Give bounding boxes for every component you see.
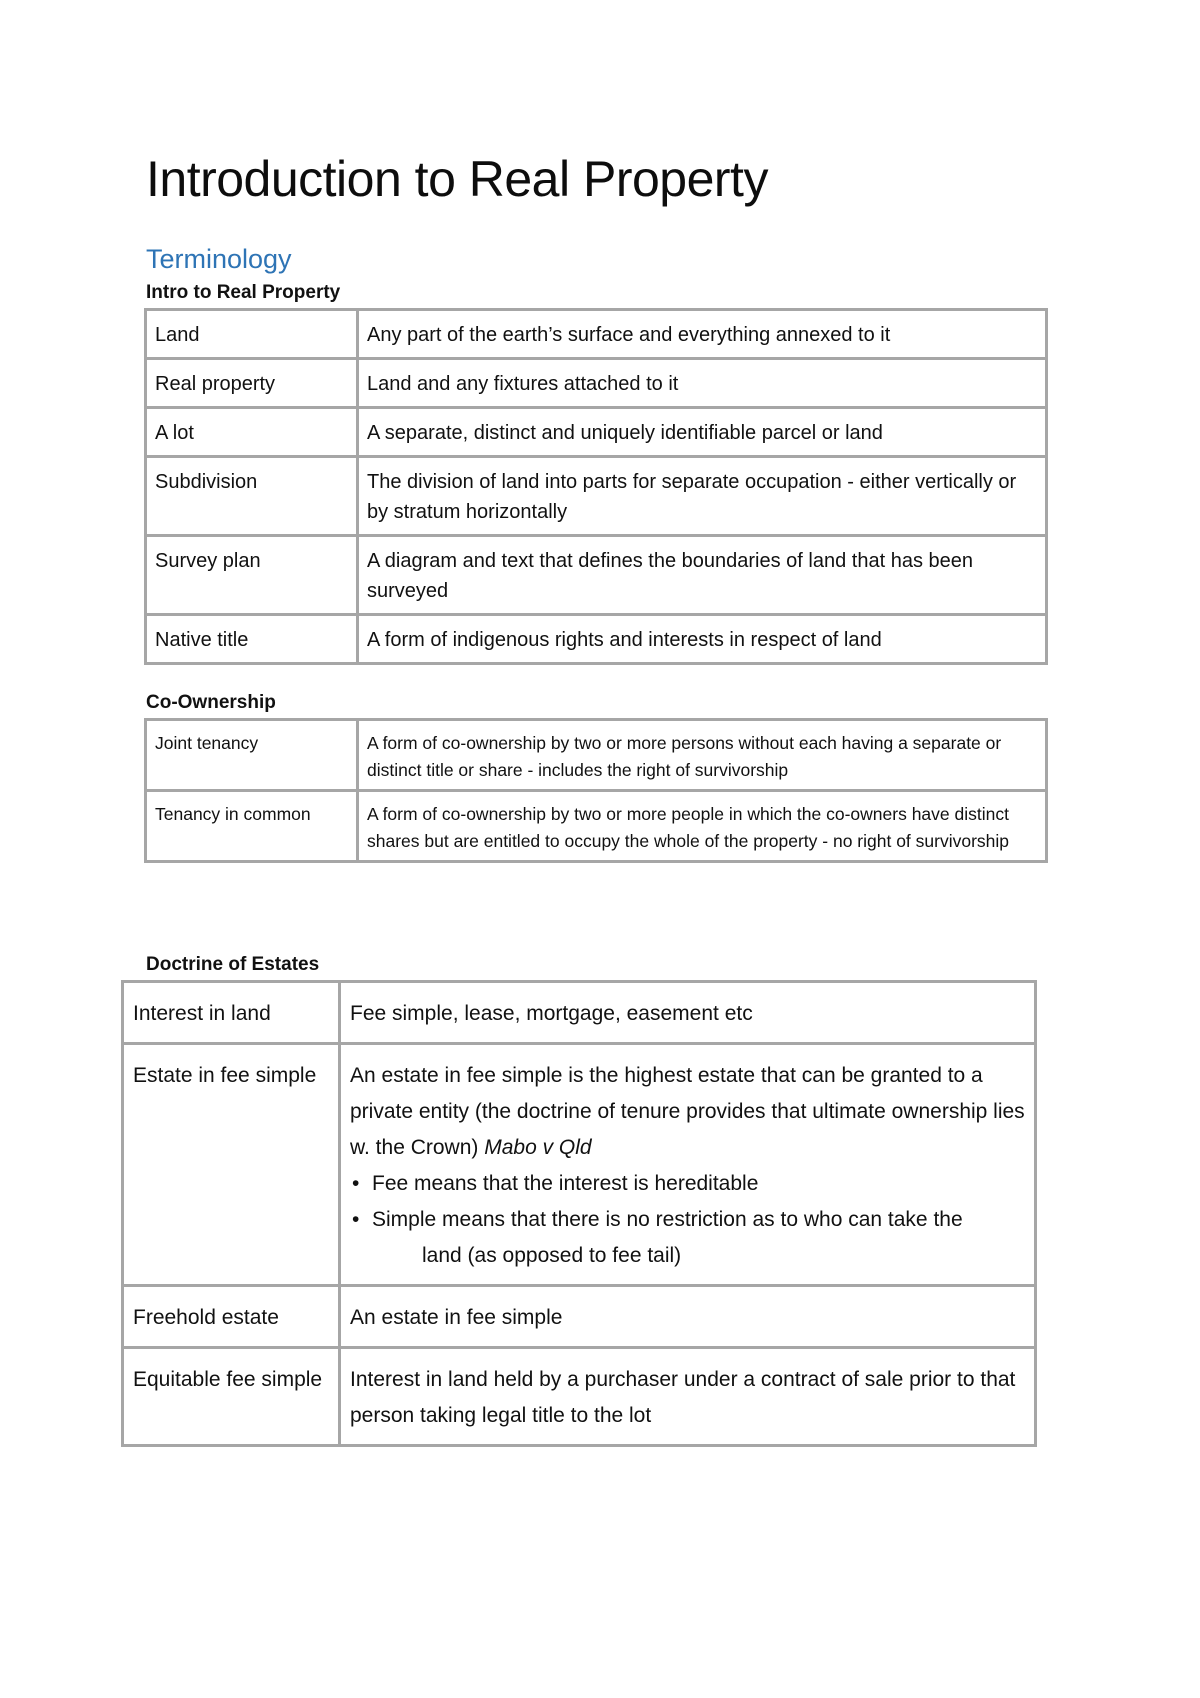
- table-row: [123, 1044, 1036, 1286]
- term-cell: Subdivision: [146, 457, 358, 536]
- term-cell: A lot: [146, 408, 358, 457]
- table-row: [146, 615, 1047, 664]
- term-cell: Equitable fee simple: [123, 1348, 340, 1446]
- term-cell: Joint tenancy: [146, 720, 358, 791]
- definition-cell: A form of co-ownership by two or more people in which the co-owners have distinct shares but are entitled to occupy the whole of the property - no right of survivorship: [358, 791, 1047, 862]
- bullet-icon: •: [352, 1172, 360, 1195]
- section-heading: Terminology: [146, 244, 292, 274]
- definition-cell: Interest in land held by a purchaser under a contract of sale prior to that person taking legal title to the lot: [340, 1348, 1036, 1446]
- list-item-text: Simple means that there is no restriction as to who can take the: [372, 1208, 963, 1231]
- intro-table-caption: Intro to Real Property: [146, 282, 341, 303]
- definition-cell: Land and any fixtures attached to it: [358, 359, 1047, 408]
- definition-cell: Any part of the earth’s surface and everything annexed to it: [358, 310, 1047, 359]
- estates-table-caption: Doctrine of Estates: [146, 954, 320, 975]
- table-row: [146, 408, 1047, 457]
- definition-cell: The division of land into parts for separate occupation - either vertically or by stratum horizontally: [358, 457, 1047, 536]
- term-cell: Freehold estate: [123, 1286, 340, 1348]
- definition-cell: A form of co-ownership by two or more persons without each having a separate or distinct title or share - includes the right of survivorship: [358, 720, 1047, 791]
- term-cell: Interest in land: [123, 982, 340, 1044]
- list-item-continuation: land (as opposed to fee tail): [422, 1244, 682, 1267]
- term-cell: Estate in fee simple: [123, 1044, 340, 1286]
- table-row: [123, 1286, 1036, 1348]
- term-cell: Real property: [146, 359, 358, 408]
- definition-text: An estate in fee simple is the highest estate that can be granted to a private entity (the doctrine of tenure provides that ultimate ownership lies w. the Crown): [350, 1064, 1025, 1159]
- table-row: [146, 310, 1047, 359]
- term-cell: Native title: [146, 615, 358, 664]
- definition-cell: A separate, distinct and uniquely identifiable parcel or land: [358, 408, 1047, 457]
- case-citation: Mabo v Qld: [484, 1136, 592, 1159]
- co-ownership-table: [144, 718, 1048, 863]
- table-row: [146, 536, 1047, 615]
- definition-cell: An estate in fee simple: [340, 1286, 1036, 1348]
- table-row: [146, 457, 1047, 536]
- table-row: [123, 1348, 1036, 1446]
- bullet-list: [350, 1166, 1026, 1274]
- bullet-icon: •: [352, 1208, 360, 1231]
- term-cell: Survey plan: [146, 536, 358, 615]
- definition-cell: [340, 1044, 1036, 1286]
- term-cell: Land: [146, 310, 358, 359]
- list-item: [350, 1166, 1026, 1202]
- definition-cell: A form of indigenous rights and interests in respect of land: [358, 615, 1047, 664]
- term-cell: Tenancy in common: [146, 791, 358, 862]
- table-row: [123, 982, 1036, 1044]
- co-ownership-table-caption: Co-Ownership: [146, 692, 276, 713]
- list-item-text: Fee means that the interest is hereditable: [372, 1172, 759, 1195]
- page-title: Introduction to Real Property: [146, 151, 768, 207]
- list-item: [350, 1202, 1026, 1274]
- definition-cell: A diagram and text that defines the boundaries of land that has been surveyed: [358, 536, 1047, 615]
- table-row: [146, 791, 1047, 862]
- table-row: [146, 720, 1047, 791]
- table-row: [146, 359, 1047, 408]
- estates-table: [121, 980, 1037, 1447]
- definition-cell: Fee simple, lease, mortgage, easement etc: [340, 982, 1036, 1044]
- intro-table: [144, 308, 1048, 665]
